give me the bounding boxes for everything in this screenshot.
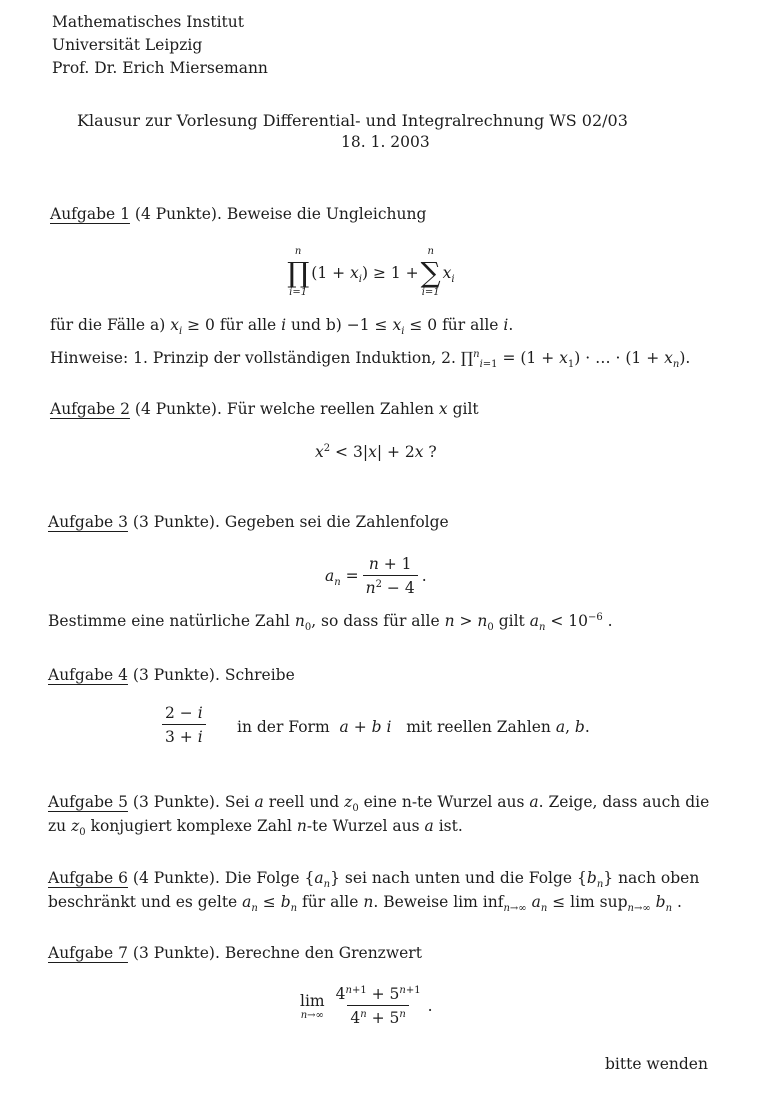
task-4-form: in der Form a + b i mit reellen Zahlen a, b. xyxy=(237,718,590,736)
task-2-heading: Aufgabe 2 (4 Punkte). Für welche reellen Zahlen x gilt xyxy=(50,400,479,418)
sequence-formula: $a_n$ = $\frac{n + 1}{n^2 - 4}$ . xyxy=(325,555,427,597)
university-name: Universität Leipzig xyxy=(52,36,203,54)
task-2-formula: $x^2 < 3|x| + 2x$ ? xyxy=(315,442,437,461)
product-operator: n ∏ i=1 xyxy=(287,246,310,299)
inequality-formula: n ∏ i=1 $(1 + x_i) \ge 1$ + n ∑ i=1 $x_i$ xyxy=(287,246,455,299)
task-text: (3 Punkte). Schreibe xyxy=(132,666,295,684)
task-1-hint: Hinweise: 1. Prinzip der vollständigen Induktion, 2. ∏$^n_{i=1}$ = $(1 + x_1)$ · … · $(1 + x_n)$. xyxy=(50,348,691,371)
task-text: (4 Punkte). Beweise die Ungleichung xyxy=(134,205,427,223)
task-7-heading xyxy=(48,946,422,962)
task-label: Aufgabe 1 xyxy=(50,205,130,223)
complex-fraction: $\frac{2 - i}{3 + i}$ xyxy=(158,704,210,746)
turn-page-note: bitte wenden xyxy=(605,1055,708,1073)
task-1-heading xyxy=(50,207,426,223)
task-6-line-1: Aufgabe 6 (4 Punkte). Die Folge $\{a_n\}$ sei nach unten und die Folge $\{b_n\}$ nach oben xyxy=(48,869,700,891)
professor-name: Prof. Dr. Erich Miersemann xyxy=(52,59,268,77)
task-3-heading xyxy=(48,515,449,531)
task-label: Aufgabe 3 xyxy=(48,513,128,531)
task-4-heading xyxy=(48,668,295,684)
task-text: (4 Punkte). Die Folge xyxy=(132,869,300,887)
task-text: (3 Punkte). Gegeben sei die Zahlenfolge xyxy=(132,513,449,531)
task-text: (3 Punkte). Berechne den Grenzwert xyxy=(132,944,422,962)
task-5-line-2: zu $z_0$ konjugiert komplexe Zahl n-te Wurzel aus a ist. xyxy=(48,817,463,839)
task-label: Aufgabe 5 xyxy=(48,793,128,811)
task-5-line-1: Aufgabe 5 (3 Punkte). Sei a reell und $z_0$ eine n-te Wurzel aus a. Zeige, dass auch die xyxy=(48,793,710,815)
task-text: (3 Punkte). Sei xyxy=(132,793,250,811)
sum-operator: n ∑ i=1 xyxy=(420,246,441,299)
task-text: (4 Punkte). Für welche reellen Zahlen xyxy=(134,400,434,418)
institute-name: Mathematisches Institut xyxy=(52,13,244,31)
task-1-cases: für die Fälle a) $x_i \ge 0$ für alle i und $b) -1 \le x_i \le 0$ für alle i. xyxy=(50,316,514,338)
task-label: Aufgabe 2 xyxy=(50,400,130,418)
task-label: Aufgabe 6 xyxy=(48,869,128,887)
limit-formula: lim n→∞ $\frac{4^{n+1} + 5^{n+1}}{4^n + 5^n}$ . xyxy=(300,984,433,1027)
task-label: Aufgabe 7 xyxy=(48,944,128,962)
exam-title: Klausur zur Vorlesung Differential- und Integralrechnung WS 02/03 xyxy=(77,111,628,130)
exam-date: 18. 1. 2003 xyxy=(341,133,430,151)
task-6-line-2: beschränkt und es gelte $a_n \le b_n$ für alle n. Beweise lim inf$_{n\to\infty}$ $a_n \le \lim sup_{n\to\infty}$ $b_n$ . xyxy=(48,893,682,915)
task-3-determine: Bestimme eine natürliche Zahl $n_0$, so dass für alle $n > n_0$ gilt $a_n < 10^{-6}$ . xyxy=(48,611,613,634)
task-label: Aufgabe 4 xyxy=(48,666,128,684)
